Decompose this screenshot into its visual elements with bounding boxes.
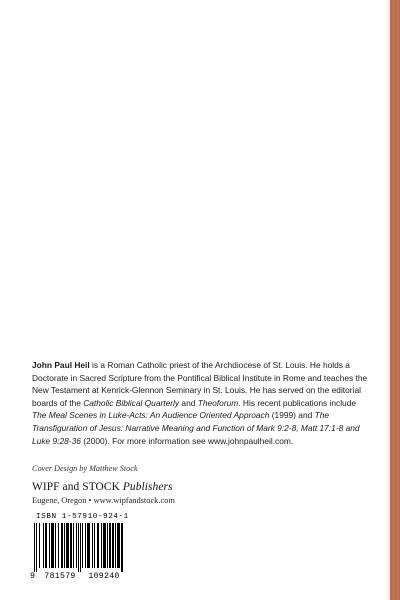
barcode-bar bbox=[64, 523, 65, 568]
bio-text-and: and bbox=[179, 397, 198, 408]
barcode-bar bbox=[97, 523, 99, 568]
barcode-bar bbox=[66, 523, 69, 568]
publisher-name bbox=[32, 481, 173, 493]
barcode-bar bbox=[43, 523, 44, 568]
barcode-bar bbox=[78, 523, 79, 572]
barcode-bar bbox=[82, 523, 83, 568]
barcode-bar bbox=[55, 523, 56, 568]
bio-text-2: . His recent publications include bbox=[238, 397, 357, 408]
bio-text-4: (2000). For more information see www.johnpaulheil.com. bbox=[80, 435, 294, 446]
barcode-bar bbox=[80, 523, 81, 572]
barcode-bar bbox=[85, 523, 86, 568]
publisher-address: Eugene, Oregon • www.wipfandstock.com bbox=[32, 496, 175, 505]
isbn-barcode bbox=[32, 523, 124, 572]
author-name: John Paul Heil bbox=[32, 360, 90, 370]
barcode-bar bbox=[115, 523, 116, 568]
barcode-bar bbox=[51, 523, 54, 568]
barcode-bar bbox=[107, 523, 108, 568]
barcode-bar bbox=[117, 523, 120, 568]
bio-text-3: (1999) and bbox=[269, 410, 315, 421]
barcode-bar bbox=[36, 523, 37, 572]
publisher-name-italic: Publishers bbox=[122, 481, 173, 493]
barcode-bar bbox=[70, 523, 72, 568]
barcode-bar bbox=[101, 523, 102, 568]
barcode-bar bbox=[94, 523, 95, 568]
book-title-1: The Meal Scenes in Luke-Acts: An Audience Oriented Approach bbox=[32, 410, 270, 421]
barcode-lead-digit: 9 bbox=[30, 572, 36, 581]
journal-title-1: Catholic Biblical Quarterly bbox=[83, 397, 180, 408]
barcode-bar bbox=[76, 523, 77, 568]
barcode-bar bbox=[58, 523, 59, 568]
barcode-bar bbox=[61, 523, 63, 568]
barcode-bar bbox=[87, 523, 90, 568]
barcode-bar bbox=[121, 523, 123, 572]
barcode-bar bbox=[103, 523, 106, 568]
barcode-bar bbox=[39, 523, 40, 568]
barcode-bar bbox=[73, 523, 74, 568]
barcode-bar bbox=[112, 523, 114, 568]
spine-edge bbox=[390, 0, 400, 600]
barcode-group-1: 781579 bbox=[44, 572, 76, 581]
barcode-bar bbox=[92, 523, 93, 568]
barcode-bar bbox=[34, 523, 35, 572]
barcode-bar bbox=[49, 523, 50, 568]
cover-design-credit: Cover Design by Matthew Stock bbox=[32, 464, 138, 473]
book-title-2: The Transfiguration of Jesus: Narrative Meaning and Function of Mark 9:2-8, Matt 17:1-8 and Luke 9:28-36 bbox=[32, 410, 360, 446]
barcode-group-2: 109240 bbox=[88, 572, 120, 581]
publisher-name-main: WIPF and STOCK bbox=[32, 481, 123, 493]
author-bio bbox=[32, 359, 369, 447]
isbn-number: ISBN 1-57910-924-1 bbox=[36, 513, 129, 521]
journal-title-2: Theoforum bbox=[197, 397, 239, 408]
barcode-bar bbox=[109, 523, 111, 568]
barcode-bar bbox=[45, 523, 47, 568]
bio-text-1: is a Roman Catholic priest of the Archdiocese of St. Louis. He holds a Doctorate in Sacred Scripture from the Pontifical Biblical Institute in Rome and teaches the New Testament at Kenrick-Glennon Seminary in St. Louis. He has served on the editorial boards of the bbox=[32, 360, 368, 408]
barcode-digits bbox=[30, 572, 126, 581]
